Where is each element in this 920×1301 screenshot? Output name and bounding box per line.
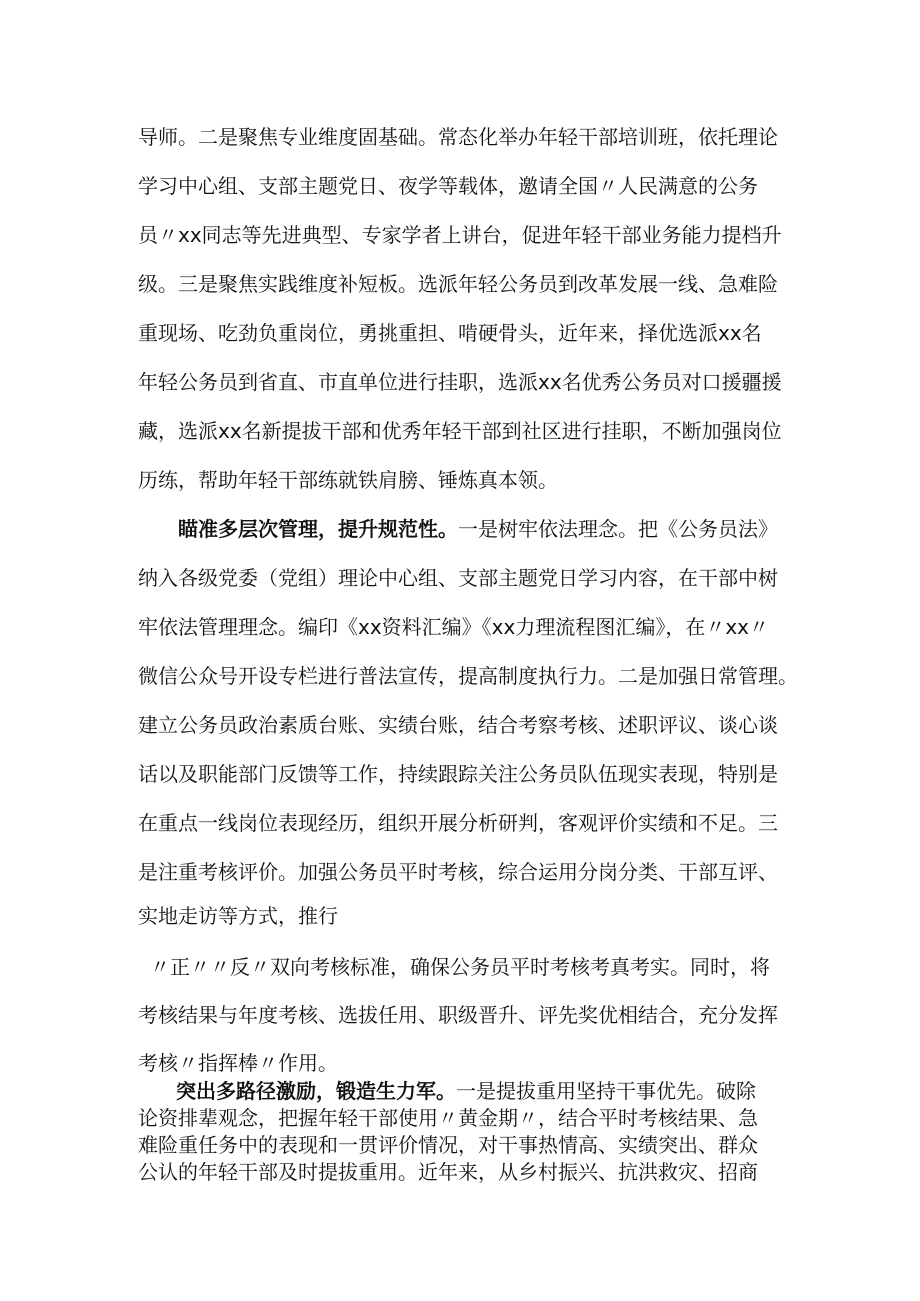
paragraph3-heading: 突出多路径激励，锻造生力军。 [176, 1079, 456, 1103]
paragraph1-line-6: 年轻公务员到省直、市直单位进行挂职，选派xx名优秀公务员对口援疆援 [138, 370, 782, 394]
paragraph1-line-7: 藏，选派xx名新提拔干部和优秀年轻干部到社区进行挂职，不断加强岗位 [138, 419, 782, 443]
paragraph2-line-11: 考核结果与年度考核、选拔任用、职级晋升、评先奖优相结合，充分发挥 [138, 1003, 778, 1027]
paragraph3-line-2: 论资排辈观念，把握年轻干部使用〃黄金期〃，结合平时考核结果、急 [138, 1106, 758, 1130]
paragraph1-line-4: 级。三是聚焦实践维度补短板。选派年轻公务员到改革发展一线、急难险 [138, 272, 778, 296]
paragraph2-line-3: 牢依法管理理念。编印《xx资料汇编》《xx力理流程图汇编》，在〃xx〃 [138, 615, 770, 639]
paragraph3-first-line-rest: 一是提拔重用坚持干事优先。破除 [456, 1079, 756, 1103]
paragraph2-line-12: 考核〃指挥棒〃作用。 [138, 1051, 338, 1075]
paragraph2-first-line [178, 515, 778, 543]
paragraph3-first-line [176, 1077, 756, 1105]
paragraph2-heading: 瞄准多层次管理，提升规范性。 [178, 517, 458, 541]
paragraph3-line-4: 公认的年轻干部及时提拔重用。近年来，从乡村振兴、抗洪救灾、招商 [138, 1160, 758, 1184]
paragraph2-line-7: 在重点一线岗位表现经历，组织开展分析研判，客观评价实绩和不足。三 [138, 811, 778, 835]
paragraph2-line-6: 话以及职能部门反馈等工作，持续跟踪关注公务员队伍现实表现，特别是 [138, 762, 778, 786]
paragraph1-line-5: 重现场、吃劲负重岗位，勇挑重担、啃硬骨头，近年来，择优选派xx名 [138, 321, 762, 345]
paragraph1-line-8: 历练，帮助年轻干部练就铁肩膀、锤炼真本领。 [138, 468, 558, 492]
paragraph1-line-3: 员〃xx同志等先进典型、专家学者上讲台，促进年轻干部业务能力提档升 [138, 223, 782, 247]
paragraph2-line-10: 〃正〃〃反〃双向考核标准，确保公务员平时考核考真考实。同时，将 [150, 955, 770, 979]
paragraph2-first-line-rest: 一是树牢依法理念。把《公务员法》 [458, 517, 778, 541]
paragraph2-line-2: 纳入各级党委（党组）理论中心组、支部主题党日学习内容，在干部中树 [138, 566, 778, 590]
paragraph2-line-5: 建立公务员政治素质台账、实绩台账，结合考察考核、述职评议、谈心谈 [138, 713, 778, 737]
paragraph2-line-8: 是注重考核评价。加强公务员平时考核，综合运用分岗分类、干部互评、 [138, 860, 778, 884]
paragraph2-line-4: 微信公众号开设专栏进行普法宣传，提高制度执行力。二是加强日常管理。 [138, 664, 798, 688]
paragraph1-line-2: 学习中心组、支部主题党日、夜学等载体，邀请全国〃人民满意的公务 [138, 174, 758, 198]
paragraph3-line-3: 难险重任务中的表现和一贯评价情况，对干事热情高、实绩突出、群众 [138, 1133, 758, 1157]
paragraph1-line-1: 导师。二是聚焦专业维度固基础。常态化举办年轻干部培训班，依托理论 [138, 125, 778, 149]
paragraph2-line-9: 实地走访等方式，推行 [138, 904, 338, 928]
